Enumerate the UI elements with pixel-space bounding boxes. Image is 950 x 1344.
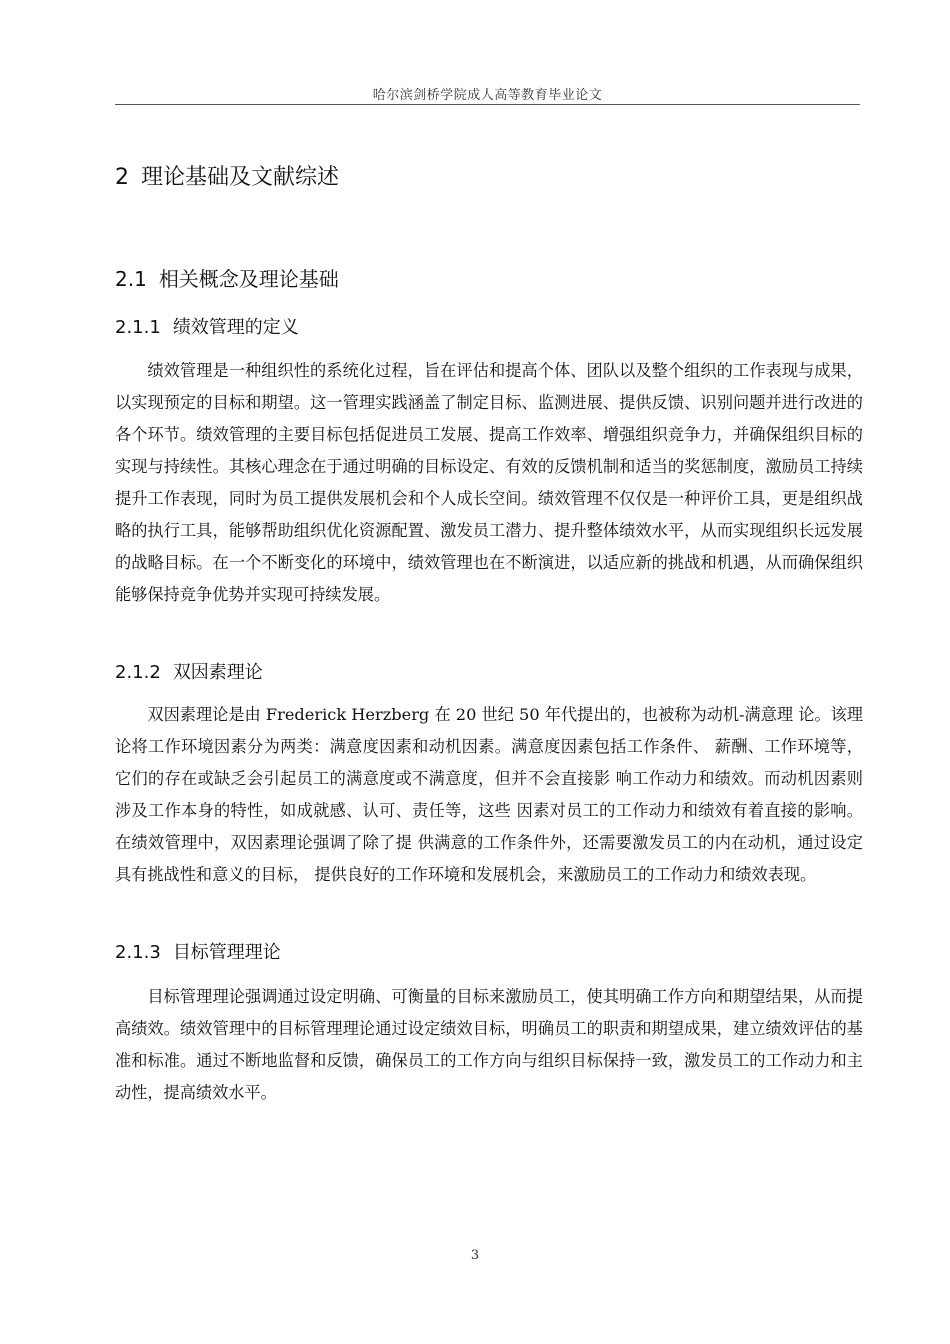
subsection-heading-two-factor bbox=[115, 658, 263, 684]
paragraph-two-factor-theory: 双因素理论是由 Frederick Herzberg 在 20 世纪 50 年代提出的，也被称为动机-满意理 论。该理论将工作环境因素分为两类：满意度因素和动机因素。满意度因素包括工作条件、 薪酬、工作环境等，它们的存在或缺乏会引起员工的满意度或不满意度，但并不会直接影 响工作动力和绩效。而动机因素则涉及工作本身的特性，如成就感、认可、责任等，这些 因素对员工的工作动力和绩效有着直接的影响。在绩效管理中，双因素理论强调了除了提 供满意的工作条件外，还需要激发员工的内在动机，通过设定具有挑战性和意义的目标， 提供良好的工作环境和发展机会，来激励员工的工作动力和绩效表现。 bbox=[115, 705, 863, 884]
chapter-heading bbox=[115, 160, 339, 191]
section-number: 2.1 bbox=[115, 267, 147, 291]
subsection-number: 2.1.1 bbox=[115, 317, 161, 338]
subsection-heading-mbo bbox=[115, 938, 281, 964]
subsection-heading-definition bbox=[115, 313, 299, 339]
subsection-title: 目标管理理论 bbox=[172, 942, 281, 963]
subsection-title: 绩效管理的定义 bbox=[172, 317, 299, 338]
subsection-number: 2.1.2 bbox=[115, 662, 161, 683]
subsection-number: 2.1.3 bbox=[115, 942, 161, 963]
chapter-title: 理论基础及文献综述 bbox=[141, 165, 340, 190]
paragraph-performance-management: 绩效管理是一种组织性的系统化过程，旨在评估和提高个体、团队以及整个组织的工作表现与成果，以实现预定的目标和期望。这一管理实践涵盖了制定目标、监测进展、提供反馈、识别问题并进行改进的各个环节。绩效管理的主要目标包括促进员工发展、提高工作效率、增强组织竞争力，并确保组织目标的实现与持续性。其核心理念在于通过明确的目标设定、有效的反馈机制和适当的奖惩制度，激励员工持续提升工作表现，同时为员工提供发展机会和个人成长空间。绩效管理不仅仅是一种评价工具，更是组织战略的执行工具，能够帮助组织优化资源配置、激发员工潜力、提升整体绩效水平，从而实现组织长远发展的战略目标。在一个不断变化的环境中，绩效管理也在不断演进，以适应新的挑战和机遇，从而确保组织能够保持竞争优势并实现可持续发展。 bbox=[115, 361, 863, 604]
section-heading bbox=[115, 263, 339, 292]
chapter-number: 2 bbox=[115, 165, 129, 190]
paragraph-objective-management: 目标管理理论强调通过设定明确、可衡量的目标来激励员工，使其明确工作方向和期望结果，从而提高绩效。绩效管理中的目标管理理论通过设定绩效目标，明确员工的职责和期望成果，建立绩效评估的基准和标准。通过不断地监督和反馈，确保员工的工作方向与组织目标保持一致，激发员工的工作动力和主动性，提高绩效水平。 bbox=[115, 987, 863, 1102]
page-number: 3 bbox=[470, 1248, 480, 1263]
running-header: 哈尔滨剑桥学院成人高等教育毕业论文 bbox=[372, 88, 603, 103]
header-rule bbox=[115, 104, 860, 105]
subsection-title: 双因素理论 bbox=[172, 662, 263, 683]
section-title: 相关概念及理论基础 bbox=[158, 267, 339, 291]
